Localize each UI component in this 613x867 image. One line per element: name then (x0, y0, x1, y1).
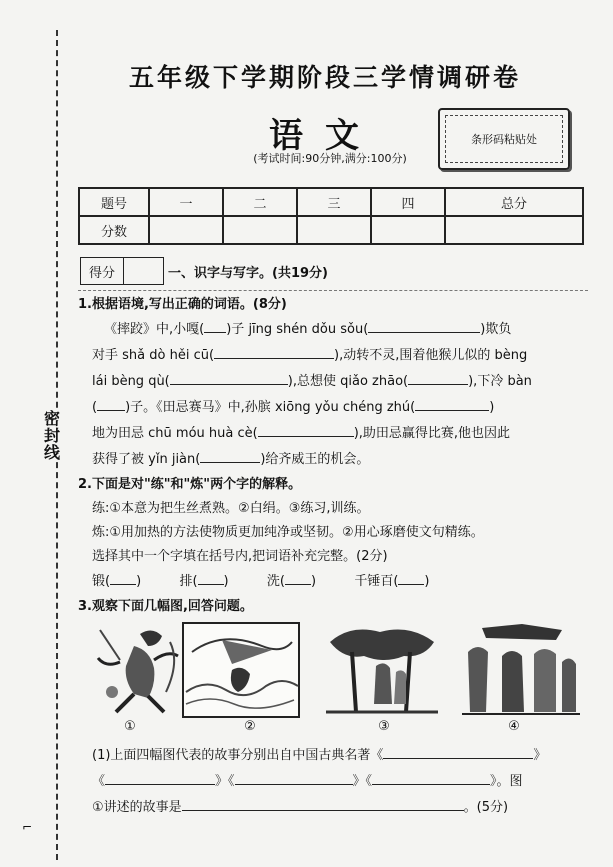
q1-line-4 (92, 398, 494, 417)
q1-text: 对手 (92, 348, 119, 363)
margin-mark: ⌐ (22, 820, 33, 834)
q3-text: (1)上面四幅图代表的故事分别出自中国古典名著《 (92, 748, 384, 763)
q1-text: ),动转不灵,围着他猴儿似的 (334, 348, 491, 363)
q2-blank[interactable] (285, 572, 311, 585)
q2-item: ) (310, 574, 317, 589)
q3-text: ①讲述的故事是 (92, 800, 182, 815)
q1-blank[interactable] (415, 398, 489, 411)
q1-pinyin: bàn (507, 374, 532, 389)
story-illustration-2 (182, 622, 300, 718)
q1-blank[interactable] (200, 450, 260, 463)
score-input-total[interactable] (445, 216, 583, 244)
score-cell-q2: 二 (223, 188, 297, 216)
q1-line-2 (92, 346, 527, 365)
q1-text: 《摔跤》中,小嘎( (104, 322, 205, 337)
score-input-q3[interactable] (297, 216, 371, 244)
barcode-box (438, 108, 570, 170)
q1-blank[interactable] (170, 372, 288, 385)
score-cell-q4: 四 (371, 188, 445, 216)
q1-blank[interactable] (368, 320, 480, 333)
story-illustration-3 (326, 622, 438, 718)
q1-blank[interactable] (258, 424, 354, 437)
q3-blank[interactable] (182, 798, 464, 811)
q3-text: 《 (92, 774, 106, 789)
q1-text: 获得了被 (92, 452, 145, 467)
q3-text: 》。图 (490, 774, 523, 789)
barcode-label: 条形码粘贴处 (445, 115, 563, 163)
q1-text: )欺负 (480, 322, 512, 337)
q1-text: ( (92, 400, 98, 415)
q1-blank[interactable] (97, 398, 125, 411)
q1-text: ),总想使 (287, 374, 336, 389)
score-cell-q3: 三 (297, 188, 371, 216)
q2-item: ) (424, 574, 430, 589)
q1-pinyin: bèng (494, 348, 528, 363)
q1-heading: 1.根据语境,写出正确的词语。(8分) (78, 297, 287, 312)
q1-pinyin: qiǎo zhāo( (340, 374, 409, 389)
q1-text: 地为田忌 (92, 426, 145, 441)
q3-blank[interactable] (372, 772, 490, 785)
picture-number-3: ③ (378, 719, 390, 734)
story-illustration-4 (462, 622, 580, 718)
q1-text: ) (489, 400, 495, 415)
q2-item: ) (136, 574, 142, 589)
q1-pinyin: chū móu huà cè( (148, 426, 258, 441)
score-cell-label: 题号 (79, 188, 149, 216)
q3-sub1-line-3 (92, 798, 508, 817)
q3-pictures (90, 622, 580, 732)
q2-blank[interactable] (110, 572, 136, 585)
score-cell-total: 总分 (445, 188, 583, 216)
q2-instruction: 选择其中一个字填在括号内,把词语补充完整。(2分) (92, 549, 388, 564)
q1-pinyin: lái bèng qù( (92, 374, 170, 389)
score-input-q4[interactable] (371, 216, 445, 244)
q3-sub1-line-1 (92, 746, 546, 765)
q1-line-1 (104, 320, 511, 339)
q2-item: 千锤百( (354, 574, 399, 589)
picture-number-1: ① (124, 719, 136, 734)
section-title: 一、识字与写字。(共19分) (168, 266, 328, 281)
q3-blank[interactable] (383, 746, 533, 759)
q2-definition-lian-refine: 炼:①用加热的方法使物质更加纯净或坚韧。②用心琢磨使文句精练。 (92, 525, 484, 540)
picture-number-4: ④ (508, 719, 520, 734)
q1-line-5 (92, 424, 510, 443)
score-table-header-row (79, 188, 583, 216)
exam-title: 五年级下学期阶段三学情调研卷 (128, 63, 521, 92)
q2-blank[interactable] (198, 572, 224, 585)
score-table-score-row (79, 216, 583, 244)
q2-item: ) (223, 574, 229, 589)
exam-info: (考试时间:90分钟,满分:100分) (253, 152, 407, 165)
q3-text: 。(5分) (463, 800, 509, 815)
section-score-box (80, 257, 164, 285)
q3-text: 》《 (352, 774, 373, 789)
q2-item: 锻( (92, 574, 111, 589)
score-input-q2[interactable] (223, 216, 297, 244)
q2-item: 洗( (266, 574, 285, 589)
q2-heading: 2.下面是对"练"和"炼"两个字的解释。 (78, 477, 302, 492)
section-divider (78, 290, 588, 291)
q2-definition-lian-practice: 练:①本意为把生丝煮熟。②白绢。③练习,训练。 (92, 501, 370, 516)
q3-blank[interactable] (235, 772, 353, 785)
binding-label: 密封线 (40, 410, 64, 461)
q1-line-3 (92, 372, 532, 391)
story-illustration-1 (90, 622, 196, 718)
q1-blank[interactable] (408, 372, 468, 385)
q1-text: ),下冷 (468, 374, 504, 389)
q1-text: )子 (226, 322, 245, 337)
q1-text: )给齐威王的机会。 (260, 452, 370, 467)
section-score-field[interactable] (124, 258, 163, 284)
score-table (78, 187, 584, 245)
score-row-label: 分数 (79, 216, 149, 244)
score-input-q1[interactable] (149, 216, 223, 244)
q2-items (92, 572, 582, 591)
q2-blank[interactable] (398, 572, 424, 585)
score-cell-q1: 一 (149, 188, 223, 216)
q3-heading: 3.观察下面几幅图,回答问题。 (78, 599, 253, 614)
q1-line-6 (92, 450, 369, 469)
picture-number-2: ② (244, 719, 256, 734)
q1-pinyin: shǎ dò hěi cū( (122, 348, 215, 363)
q3-sub1-line-2 (92, 772, 523, 791)
q3-text: 》 (533, 748, 547, 763)
q1-text: ),助田忌赢得比赛,他也因此 (353, 426, 511, 441)
q3-blank[interactable] (105, 772, 215, 785)
q1-pinyin: yǐn jiàn( (148, 452, 201, 467)
q3-text: 》《 (215, 774, 235, 789)
q2-item: 排( (179, 574, 198, 589)
q1-blank[interactable] (214, 346, 334, 359)
q1-blank[interactable] (204, 320, 226, 333)
q1-pinyin: xiōng yǒu chéng zhú( (274, 400, 416, 415)
q1-pinyin: jīng shén dǒu sǒu( (248, 322, 369, 337)
section-score-label: 得分 (81, 258, 124, 284)
subject-title: 语文 (269, 116, 381, 156)
q1-text: )子。《田忌赛马》中,孙膑 (125, 400, 271, 415)
